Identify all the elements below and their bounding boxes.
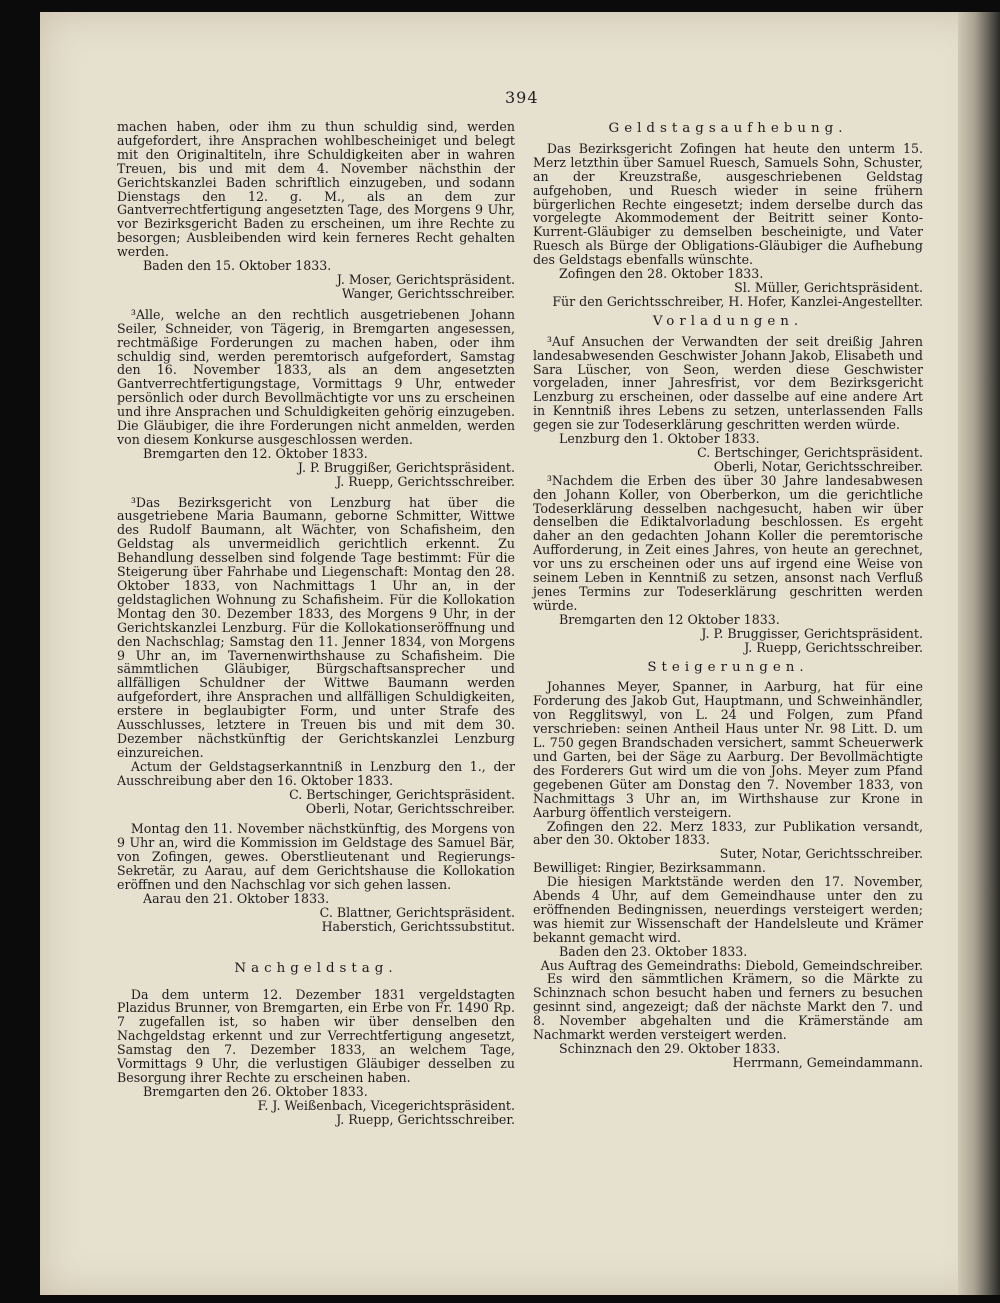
signature: J. Ruepp, Gerichtsschreiber. (336, 1111, 515, 1127)
notice-text: Die hiesigen Marktstände werden den 17. November, Abends 4 Uhr, auf dem Gemeindhause unter den zu eröffnenden Bedingnissen, neuerdings versteigert werden; was hiemit zur Wissenschaft der Handelsleute und Krämer bekannt gemacht wird. (533, 874, 923, 945)
signature: Sl. Müller, Gerichtspräsident. (734, 279, 923, 295)
signature: Suter, Notar, Gerichtsschreiber. (719, 846, 923, 862)
place-date: Zofingen den 22. Merz 1833, zur Publikation versandt, aber den 30. Oktober 1833. (533, 818, 923, 848)
signature: C. Bertschinger, Gerichtspräsident. (697, 444, 923, 460)
signature: J. P. Bruggißer, Gerichtspräsident. (297, 459, 515, 475)
signature: Für den Gerichtsschreiber, H. Hofer, Kanzlei-Angestellter. (552, 293, 923, 309)
approval-line: Bewilliget: Ringier, Bezirksammann. (533, 860, 766, 876)
notice-text: ³Alle, welche an den rechtlich ausgetriebenen Johann Seiler, Schneider, von Tägerig, in Bremgarten angesessen, rechtmäßige Forderungen zu machen haben, oder ihm schuldig sind, werden peremtorisch aufgefordert, Samstag den 16. November 1833, als an dem angesetzten Gantverrechtfertigungstage, Vormittags 9 Uhr, entweder persönlich oder durch Bevollmächtigte vor uns zu erscheinen und ihre Ansprachen und Schuldigkeiten gehörig einzugeben. Die Gläubiger, die ihre Forderungen nicht anmelden, werden von diesem Konkurse ausgeschlossen werden. (117, 306, 515, 447)
signature: Wanger, Gerichtsschreiber. (341, 285, 515, 301)
notice-text: Johannes Meyer, Spanner, in Aarburg, hat für eine Forderung des Jakob Gut, Hauptmann, und Schweinhändler, von Regglitswyl, von L. 24 und Folgen, zum Pfand verschrieben: seinen Antheil Haus unter Nr. 98 Litt. D. um L. 750 gegen Brandschaden versichert, sammt Scheuerwerk und Garten, bei der Säge zu Aarburg. Der Bevollmächtigte des Forderers Gut wird um die von Johs. Meyer zum Pfand gegebenen Güter am Donstag den 7. November 1833, von Nachmittags 3 Uhr an, im Wirthshause zur Krone in Aarburg öffentlich versteigern. (533, 679, 923, 820)
place-date: Bremgarten den 12. Oktober 1833. (143, 445, 368, 461)
signature: J. Ruepp, Gerichtsschreiber. (336, 473, 515, 489)
notice-text: Es wird den sämmtlichen Krämern, so die Märkte zu Schinznach schon besucht haben und ferners zu besuchen gesinnt sind, angezeigt; daß der nächste Markt den 7. und 8. November abgehalten und die Krämerstände am Nachmarkt werden versteigert werden. (533, 971, 923, 1043)
notice-text: ³Das Bezirksgericht von Lenzburg hat über die ausgetriebene Maria Baumann, geborne Schmitter, Wittwe des Rudolf Baumann, alt Wächter, von Schafisheim, den Geldstag als unvermeidlich gerichtlich erkennt. Zu Behandlung desselben sind folgende Tage bestimmt: Für die Steigerung über Fahrhabe und Liegenschaft: Montag den 28. Oktober 1833, von Nachmittags 1 Uhr an, in der geldstaglichen Wohnung zu Schafisheim. Für die Kollokation Montag den 30. Dezember 1833, des Morgens 9 Uhr, in der Gerichtskanzlei Lenzburg. Für die Kollokationseröffnung und den Nachschlag; Samstag den 11. Jenner 1834, von Morgens 9 Uhr an, im Tavernenwirthshause zu Schafisheim. Die sämmtlichen Gläubiger, Bürgschaftsansprecher und allfälligen Schuldner der Wittwe Baumann werden aufgefordert, ihre Ansprachen und allfälligen Schuldigkeiten, erstere in beglaubigter Form, und unter Strafe des Ausschlusses, letztere in Treuen bis und mit dem 30. Dezember nächstkünftig der Gerichtskanzlei Lenzburg einzureichen. (117, 494, 515, 760)
signature: Haberstich, Gerichtssubstitut. (321, 918, 515, 934)
right-column (533, 120, 923, 1070)
place-date: Bremgarten den 12 Oktober 1833. (559, 611, 780, 627)
place-date: Lenzburg den 1. Oktober 1833. (559, 431, 760, 447)
notice-text: Montag den 11. November nächstkünftig, des Morgens von 9 Uhr an, wird die Kommission im Geldstage des Samuel Bär, von Zofingen, gewes. Oberstlieutenant und Regierungs-Sekretär, zu Aarau, auf dem Gerichtshause die Kollokation eröffnen und den Nachschlag vor sich gehen lassen. (117, 821, 515, 893)
place-date: Baden den 23. Oktober 1833. (559, 943, 748, 959)
section-heading-vorladungen: Vorladungen. (652, 313, 804, 329)
signature: J. P. Bruggisser, Gerichtspräsident. (701, 625, 923, 641)
page-number: 394 (505, 88, 539, 107)
notice-text: Das Bezirksgericht Zofingen hat heute den unterm 15. Merz letzthin über Samuel Ruesch, Samuels Sohn, Schuster, an der Kreuzstraße, ausgeschriebenen Geldstag aufgehoben, und Ruesch wieder in seine frühern bürgerlichen Rechte eingesetzt; indem derselbe durch das vorgelegte Akommodement der Beitritt seiner Konto-Kurrent-Gläubiger zu demselben bescheinigte, und Vater Ruesch als Bürge der Obligations-Gläubiger die Aufhebung des Geldstags ebenfalls wünschte. (533, 140, 923, 268)
signature: C. Bertschinger, Gerichtspräsident. (289, 786, 515, 802)
notice-text: ³Nachdem die Erben des über 30 Jahre landesabwesen den Johann Koller, von Oberberkon, um die gerichtliche Todeserklärung desselben nachgesucht, haben wir über denselben die Ediktalvorladung beschlossen. Es ergeht daher an den gedachten Johann Koller die peremtorische Aufforderung, in Zeit eines Jahres, von heute an gerechnet, vor uns zu erscheinen oder uns auf irgend eine Weise von seinem Leben in Kenntniß zu setzen, ansonst nach Verfluß jenes Termins zur Todeserklärung geschritten werden würde. (533, 472, 923, 613)
signature: Oberli, Notar, Gerichtsschreiber. (305, 800, 515, 816)
section-heading-steigerungen: Steigerungen. (647, 659, 809, 675)
notice-text: machen haben, oder ihm zu thun schuldig sind, werden aufgefordert, ihre Ansprachen wohlbescheiniget und belegt mit den Originaltiteln, ihre Schuldigkeiten aber in wahren Treuen, bis und mit dem 4. November nächsthin der Gerichtskanzlei Baden schriftlich einzugeben, und sodann Dienstags den 12. g. M., als an dem zur Gantverrechtfertigung angesetzten Tage, des Morgens 9 Uhr, vor Bezirksgericht Baden zu erscheinen, um ihre Rechte zu besorgen; Ausbleibenden wird kein ferneres Recht gehalten werden. (117, 119, 515, 260)
place-date: Zofingen den 28. Oktober 1833. (559, 266, 764, 282)
place-date: Aarau den 21. Oktober 1833. (143, 890, 330, 906)
signature: Oberli, Notar, Gerichtsschreiber. (713, 458, 923, 474)
place-date: Bremgarten den 26. Oktober 1833. (143, 1083, 368, 1099)
signature: Aus Auftrag des Gemeindraths: Diebold, Gemeindschreiber. (540, 957, 923, 973)
section-heading-geldstagsaufhebung: Geldstagsaufhebung. (608, 121, 848, 136)
place-date: Actum der Geldstagserkanntniß in Lenzburg den 1., der Ausschreibung aber den 16. Oktober 1833. (117, 758, 515, 788)
signature: F. J. Weißenbach, Vicegerichtspräsident. (257, 1097, 515, 1113)
page-edge (958, 12, 1000, 1295)
place-date: Baden den 15. Oktober 1833. (143, 258, 332, 274)
signature: J. Moser, Gerichtspräsident. (336, 271, 515, 287)
left-column (117, 120, 515, 1127)
place-date: Schinznach den 29. Oktober 1833. (559, 1041, 781, 1056)
notice-text: Da dem unterm 12. Dezember 1831 vergeldstagten Plazidus Brunner, von Bremgarten, ein Erbe von Fr. 1490 Rp. 7 zugefallen ist, so haben wir über denselben den Nachgeldstag erkennt und zur Verrechtfertigung angesetzt, Samstag den 7. Dezember 1833, an welchem Tage, Vormittags 9 Uhr, die verlustigen Gläubiger desselben zu Besorgung ihrer Rechte zu erscheinen haben. (117, 986, 515, 1085)
section-heading-nachgeldstag: Nachgeldstag. (234, 960, 398, 976)
signature: C. Blattner, Gerichtspräsident. (319, 904, 515, 920)
signature: Herrmann, Gemeindammann. (732, 1054, 923, 1070)
notice-text: ³Auf Ansuchen der Verwandten der seit dreißig Jahren landesabwesenden Geschwister Johann Jakob, Elisabeth und Sara Lüscher, von Seon, werden diese Geschwister vorgeladen, inner Jahresfrist, vor dem Bezirksgericht Lenzburg zu erscheinen, oder dasselbe auf eine andere Art in Kenntniß ihres Lebens zu setzen, unterlassenden Falls gegen sie zur Todeserklärung geschritten werden würde. (533, 333, 923, 433)
signature: J. Ruepp, Gerichtsschreiber. (744, 639, 923, 655)
